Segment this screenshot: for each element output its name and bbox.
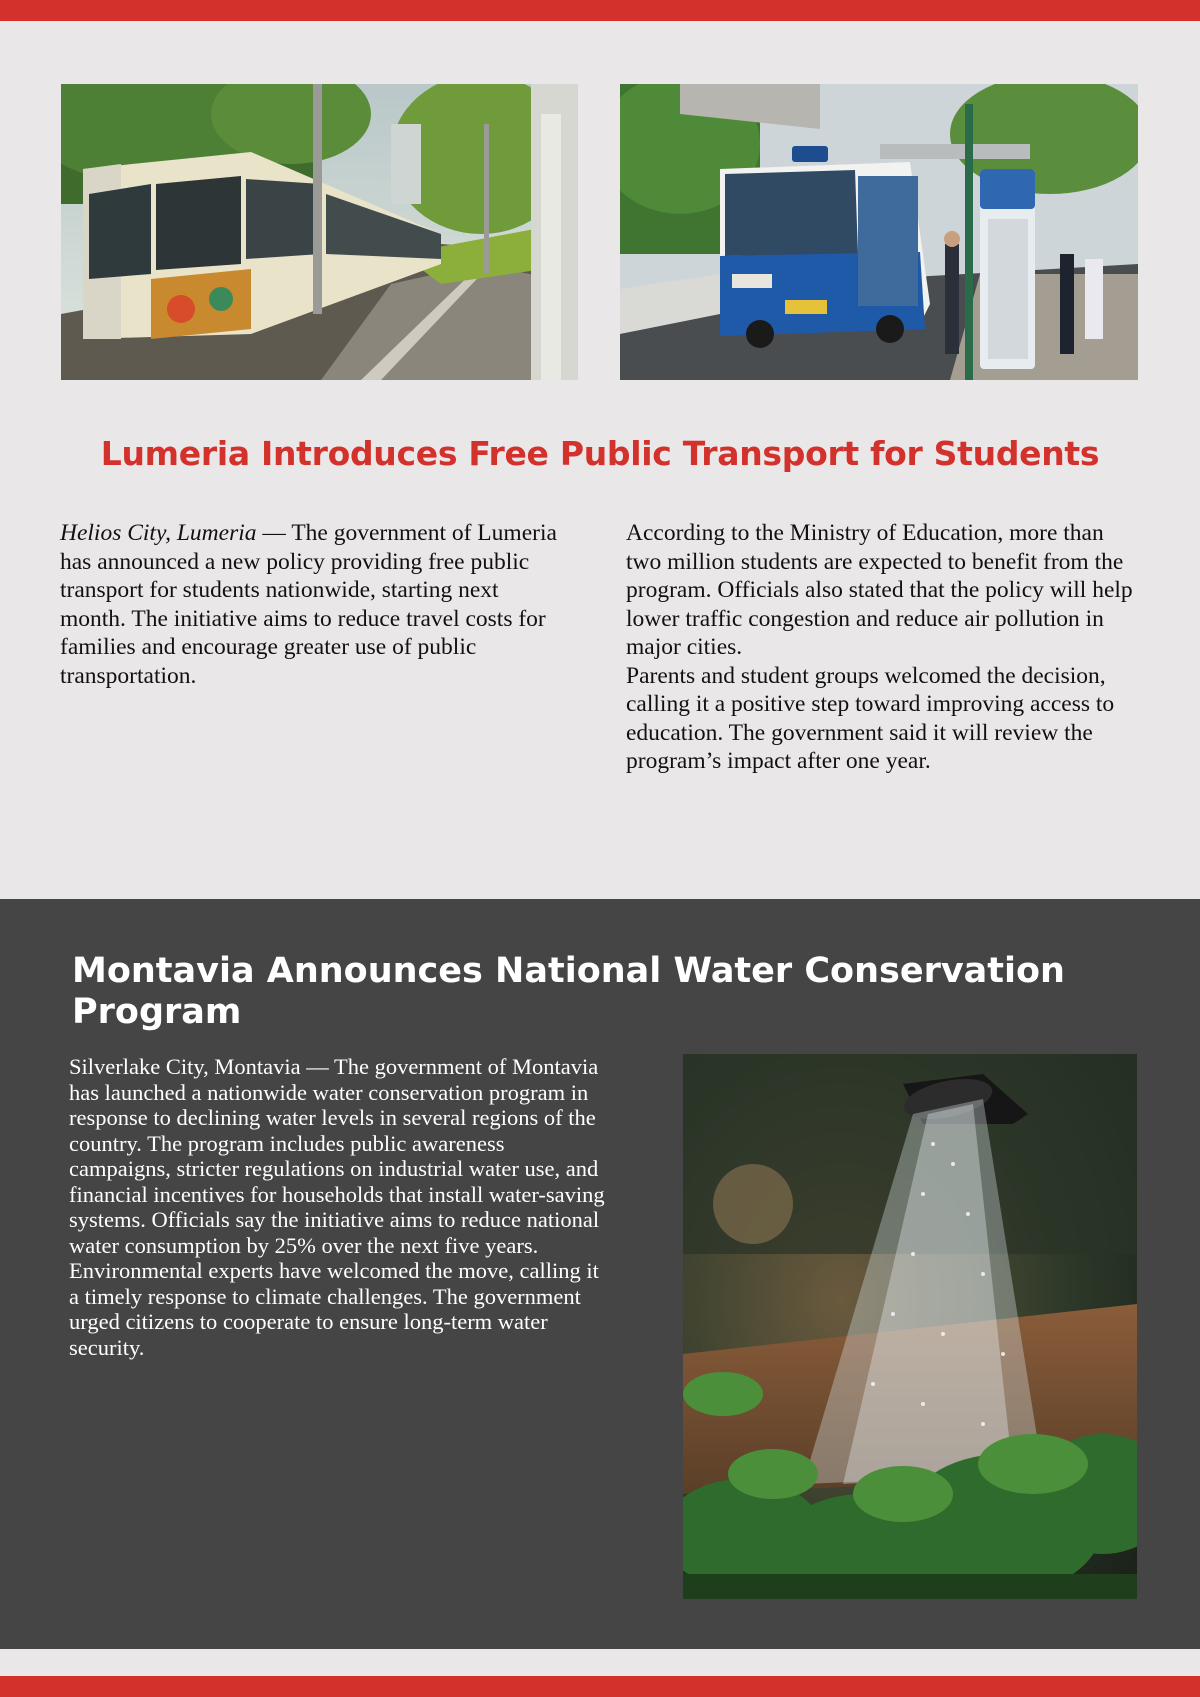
- story2-paragraph-1: Silverlake City, Montavia — The government of Montavia has launched a nationwide water conservation program in response to declining water levels in several regions of the country. The program includes public awareness campaigns, stricter regulations on industrial water use, and financial incentives for households that install water-saving systems. Officials say the initiative aims to reduce national water consumption by 25% over the next five years.: [69, 1054, 605, 1258]
- story1-paragraph-2: According to the Ministry of Education, more than two million students are expected to benefit from the program. Officials also stated that the policy will help lower traffic congestion and reduce air pollution in major cities.: [626, 520, 1133, 660]
- story2-headline: Montavia Announces National Water Conservation Program: [72, 951, 1065, 1032]
- story1-column-right: [626, 519, 1136, 776]
- story1-paragraph-1-body: — The government of Lumeria has announced a new policy providing free public transport for students nationwide, starting next month. The initiative aims to reduce travel costs for families and encourage greater use of public transportation.: [60, 520, 557, 689]
- story1-paragraph-1: [60, 519, 560, 690]
- bottom-accent-bar: [0, 1676, 1200, 1697]
- story2-body: [69, 1054, 609, 1360]
- story1-dateline: Helios City, Lumeria: [60, 520, 257, 546]
- story1-column-left: [60, 519, 560, 690]
- watering-can-photo: [683, 1054, 1137, 1599]
- story2-paragraph-2: Environmental experts have welcomed the move, calling it a timely response to climate challenges. The government urged citizens to cooperate to ensure long-term water security.: [69, 1258, 599, 1360]
- story1-paragraph-3: Parents and student groups welcomed the decision, calling it a positive step toward improving access to education. The government said it will review the program’s impact after one year.: [626, 662, 1115, 774]
- top-accent-bar: [0, 0, 1200, 21]
- bus-photo: [620, 84, 1138, 380]
- tram-photo: [61, 84, 578, 380]
- story1-headline: Lumeria Introduces Free Public Transport for Students: [100, 434, 1100, 473]
